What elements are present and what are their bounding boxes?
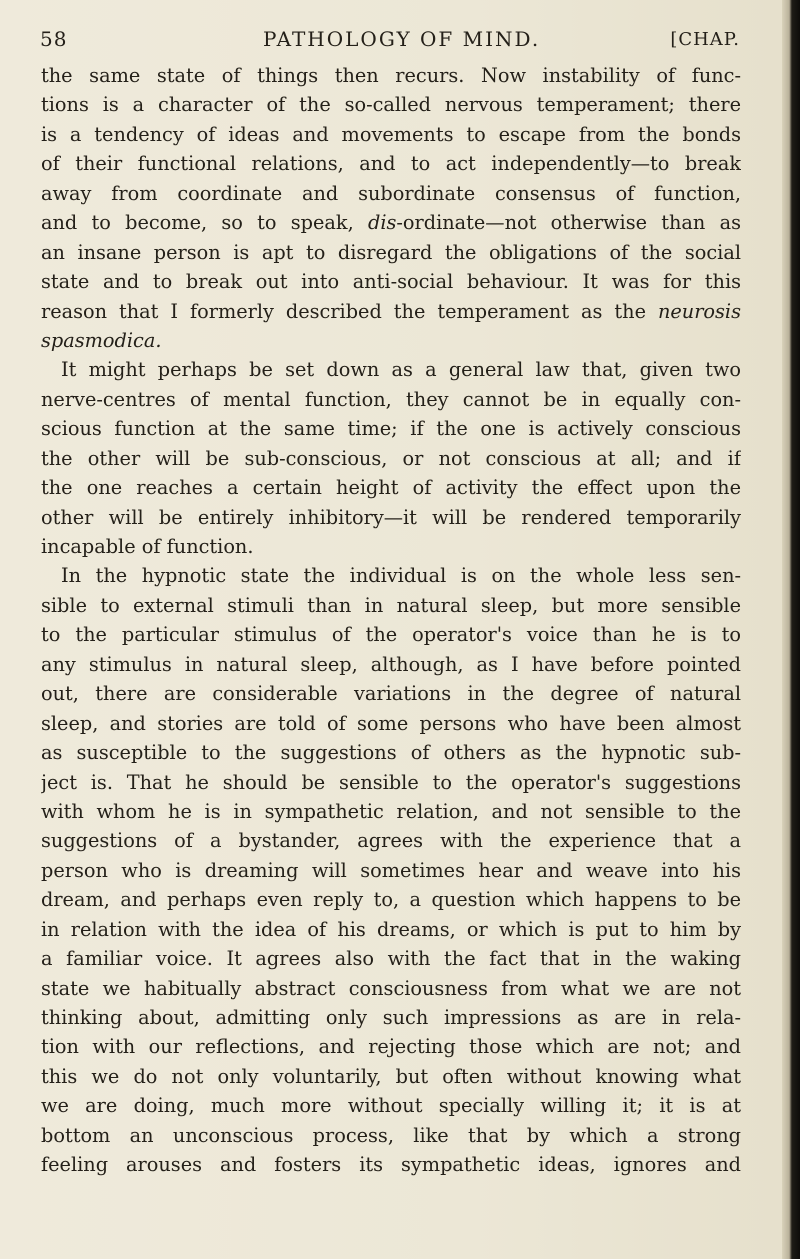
- italic-term: neurosis: [657, 299, 741, 323]
- text-line: out, there are considerable variations in the degree of natural: [41, 682, 741, 706]
- text-line: other will be entirely inhibitory—it will be rendered temporarily: [41, 505, 741, 529]
- text-line: In the hypnotic state the individual is on the whole less sen-: [61, 564, 741, 588]
- text-line: thinking about, admitting only such impressions as are in rela-: [41, 1006, 741, 1029]
- italic-term: spasmodica.: [41, 328, 162, 352]
- text-line: person who is dreaming will sometimes hear and weave into his: [41, 858, 741, 882]
- text-line: tion with our reflections, and rejecting those which are not; and: [41, 1035, 741, 1059]
- text-line: tions is a character of the so-called nervous temperament; there: [41, 93, 741, 117]
- text-line: this we do not only voluntarily, but often without knowing what: [41, 1064, 741, 1088]
- text-line: sleep, and stories are told of some persons who have been almost: [41, 711, 741, 735]
- text-line: sible to external stimuli than in natural sleep, but more sensible: [41, 593, 741, 617]
- text-line: feeling arouses and fosters its sympathetic ideas, ignores and: [41, 1153, 741, 1177]
- text-line: state and to break out into anti-social behaviour. It was for this: [41, 270, 741, 294]
- text-line: any stimulus in natural sleep, although, as I have before pointed: [41, 652, 741, 676]
- running-header: [40, 27, 740, 53]
- text-line: nerve-centres of mental function, they cannot be in equally con-: [41, 387, 741, 411]
- italic-term: dis: [367, 211, 397, 235]
- text-line: away from coordinate and subordinate consensus of function,: [41, 181, 741, 205]
- text-line: an insane person is apt to disregard the obligations of the social: [41, 240, 741, 264]
- text-line: as susceptible to the suggestions of others as the hypnotic sub-: [41, 741, 741, 765]
- text-line: suggestions of a bystander, agrees with the experience that a: [41, 829, 741, 853]
- text-line-italic: [41, 326, 741, 355]
- text-line: scious function at the same time; if the one is actively conscious: [41, 417, 741, 441]
- text-line: the same state of things then recurs. Now instability of func-: [41, 64, 741, 87]
- text-line: bottom an unconscious process, like that by which a strong: [41, 1123, 741, 1147]
- text-line: It might perhaps be set down as a general law that, given two: [61, 358, 741, 382]
- running-title: PATHOLOGY OF MIND.: [263, 27, 541, 51]
- text-line: is a tendency of ideas and movements to escape from the bonds: [41, 122, 741, 146]
- chapter-mark: [CHAP.: [670, 29, 740, 50]
- body-text: [41, 61, 741, 1180]
- text-line: the one reaches a certain height of activity the effect upon the: [41, 476, 741, 500]
- text-line: of their functional relations, and to act independently—to break: [41, 152, 741, 176]
- text-line: incapable of function.: [41, 535, 254, 558]
- text-line: to the particular stimulus of the operator's voice than he is to: [41, 623, 741, 647]
- text-line: a familiar voice. It agrees also with the fact that in the waking: [41, 947, 741, 971]
- page-number: 58: [40, 27, 68, 51]
- text-line: dream, and perhaps even reply to, a question which happens to be: [41, 888, 741, 912]
- text-line: and to become, so to speak, dis-ordinate—not otherwise than as: [41, 211, 741, 235]
- page-edge-shadow: [782, 0, 800, 1259]
- text-line: the other will be sub-conscious, or not conscious at all; and if: [41, 446, 741, 470]
- text-line: state we habitually abstract consciousness from what we are not: [41, 976, 741, 1000]
- text-line: we are doing, much more without specially willing it; it is at: [41, 1094, 741, 1118]
- text-line: in relation with the idea of his dreams, or which is put to him by: [41, 917, 741, 941]
- text-line: with whom he is in sympathetic relation, and not sensible to the: [41, 799, 741, 823]
- text-line: ject is. That he should be sensible to the operator's suggestions: [41, 770, 741, 794]
- text-line: reason that I formerly described the temperament as the neurosis: [41, 299, 741, 323]
